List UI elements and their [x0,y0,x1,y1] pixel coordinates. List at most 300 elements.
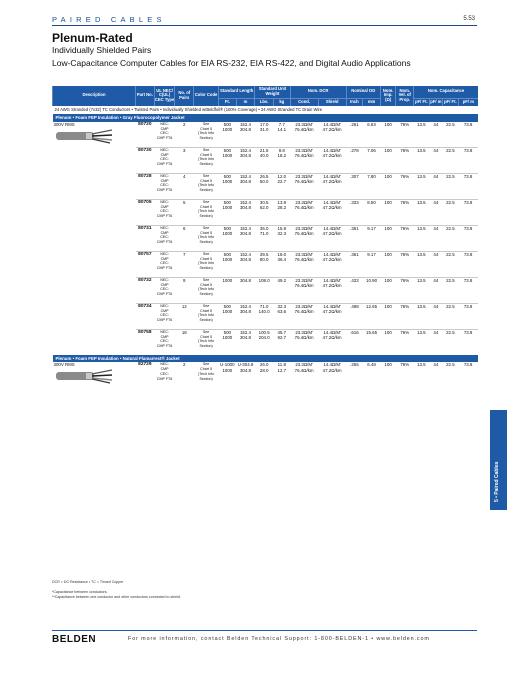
cell-line: 500 [223,199,231,205]
cell-line: 304.8 [239,153,251,159]
part-number-cell [136,277,155,303]
col-ul-type: UL NEC/ C(UL) CEC Type [154,86,175,106]
vel-value: 76% [400,303,410,309]
ul-type-cell [154,147,175,173]
c1-cell [414,251,430,277]
cell-line: 47.2Ω/km [322,231,342,237]
imp-value: 100 [384,121,392,127]
cell-line: 21.5 [259,147,269,153]
cell-line: CMP FT6 [156,162,173,167]
kg-cell [274,173,291,199]
kg-cell [274,225,291,251]
c3-value: 22.5 [446,147,455,153]
c2-value: 44 [433,303,439,309]
vel-value: 76% [400,277,410,283]
product-table [52,86,478,387]
cond-cell [290,147,318,173]
cell-line: CMP [160,256,169,261]
cell-line: See [202,147,210,152]
in-cell [346,147,363,173]
cell-line: 14.4Ω/M' [323,362,341,368]
vel-cell [396,199,414,225]
cell-line: Chart 5 [200,178,212,183]
section-row [53,114,479,122]
pair-count: 12 [181,303,187,309]
description-cell [53,147,136,173]
lbs-cell [255,147,274,173]
cell-line: 76.4Ω/km [294,205,314,211]
cell-line: 14.4Ω/M' [323,121,341,127]
part-number-cell [136,173,155,199]
c3-cell [443,199,459,225]
c2-value: 44 [433,173,439,179]
mm-cell [363,251,381,277]
cell-line: (Tech Info [198,157,214,162]
cell-line: 50.0 [259,179,269,185]
c1-value: 13.5 [417,199,426,205]
imp-value: 100 [384,173,392,179]
cell-line: 152.4 [239,121,251,127]
footer-divider [52,630,477,631]
part-number: 80732 [138,277,152,283]
col-std-weight: Standard Unit Weight [255,86,290,98]
c4-value: 73.8 [463,147,473,153]
shield-cell [318,173,346,199]
shield-cell [318,199,346,225]
color-code-cell [194,303,219,329]
col-pf-m-2: pF/ m [458,98,478,106]
cell-line: 1000 [222,127,233,133]
table-row[interactable] [53,199,479,225]
cell-line: 1000 [222,257,233,263]
c2-cell [429,251,442,277]
cell-line: Section) [199,162,213,167]
in-value: .261 [350,121,359,127]
mm-cell [363,122,381,148]
cell-line: NEC: [160,277,169,282]
cell-line: 76.4Ω/km [294,283,314,289]
color-code-cell [194,362,219,387]
c1-value: 13.5 [417,303,426,309]
col-od: Nominal OD [346,86,380,98]
cell-line: 9.8 [278,147,285,153]
cell-line: 1000 [222,368,233,374]
ft-cell [219,225,237,251]
m-cell [236,147,255,173]
cell-line: 31.0 [259,127,269,133]
c4-cell [458,277,478,303]
description-cell [53,277,136,303]
vel-cell [396,362,414,387]
c2-cell [429,362,442,387]
cell-line: Section) [199,188,213,193]
col-kg: kg [274,98,291,106]
vel-value: 76% [400,121,410,127]
lbs-cell [255,303,274,329]
lbs-cell [255,362,274,387]
description-cell [53,199,136,225]
cell-line: 30.5 [259,199,269,205]
cell-line: 14.4Ω/M' [323,277,341,283]
c3-cell [443,122,459,148]
cond-cell [290,122,318,148]
imp-cell [380,277,396,303]
c2-value: 44 [433,121,439,127]
pairs-cell [175,225,194,251]
imp-cell [380,251,396,277]
cond-cell [290,303,318,329]
cell-line: 500 [223,121,231,127]
pairs-cell [175,251,194,277]
shield-cell [318,122,346,148]
imp-value: 100 [384,225,392,231]
cell-line: 47.2Ω/km [322,205,342,211]
lbs-cell [255,173,274,199]
col-part-no: Part No. [136,86,155,106]
color-code-cell [194,147,219,173]
m-cell [236,199,255,225]
part-number: 80730 [138,147,152,153]
cell-line: CEC: [160,183,169,188]
shield-cell [318,303,346,329]
table-row[interactable] [53,303,479,329]
table-row[interactable] [53,277,479,303]
lbs-cell [255,277,274,303]
m-cell [236,122,255,148]
c3-cell [443,147,459,173]
c3-value: 22.5 [446,251,455,257]
cell-line: 1000 [222,153,233,159]
section-heading: PAIRED CABLES [52,15,166,24]
cell-line: 39.5 [259,251,269,257]
footnote: **Capacitance between one conductor and other conductors connected to shield. [52,595,181,600]
cell-line: CMP FT6 [156,344,173,349]
cell-line: 500 [223,251,231,257]
in-value: .333 [350,199,359,205]
spec-text: 24 AWG Stranded (7x32) TC Conductors • Twisted Pairs • Individually Shielded w/Beldfoil® (100% Coverage) • 24 AWG Stranded TC Drain Wire [53,106,479,114]
c4-value: 73.8 [463,173,473,179]
cell-line: 14.4Ω/M' [323,303,341,309]
cell-line: 76.4Ω/km [294,231,314,237]
part-number-cell [136,199,155,225]
c1-cell [414,362,430,387]
imp-value: 100 [384,303,392,309]
m-cell [236,329,255,355]
col-pf-ft-2: pF/ Ft. [443,98,459,106]
mm-value: 7.80 [367,173,376,179]
ul-type-cell [154,122,175,148]
section-tab-label: 5 • Paired Cables [494,461,500,502]
kg-cell [274,277,291,303]
cell-line: CEC: [160,209,169,214]
cell-line: See [202,225,210,230]
ft-cell [219,251,237,277]
ul-type-cell [154,225,175,251]
ul-type-cell [154,251,175,277]
section-label: Plenum • Foam FEP Insulation • Gray Fluorocopolymer Jacket [53,114,479,122]
col-description: Description [53,86,136,106]
ul-type-cell [154,277,175,303]
kg-cell [274,362,291,387]
cell-line: 26.5 [259,173,269,179]
cell-line: 18.0 [277,251,287,257]
c4-value: 73.8 [463,225,473,231]
cell-line: 14.4Ω/M' [323,225,341,231]
cell-line: 304.8 [239,127,251,133]
cell-line: CMP [160,282,169,287]
cell-line: Section) [199,136,213,141]
cell-line: CMP FT6 [156,266,173,271]
table-row[interactable] [53,225,479,251]
col-lbs: Lbs. [255,98,274,106]
cell-line: 76.4Ω/km [294,309,314,315]
pair-count: 9 [183,277,186,283]
cell-line: 76.4Ω/km [294,127,314,133]
ft-cell [219,199,237,225]
cell-line: CEC: [160,287,169,292]
mm-value: 7.06 [367,147,376,153]
cell-line: 26.0 [259,362,269,368]
cell-line: 152.4 [239,147,251,153]
color-code-cell [194,277,219,303]
cond-cell [290,277,318,303]
cell-line: 32.3 [277,231,287,237]
kg-cell [274,329,291,355]
cond-cell [290,362,318,387]
col-m: m [236,98,255,106]
cell-line: 47.2Ω/km [322,309,342,315]
cell-line: Section) [199,266,213,271]
c3-value: 22.5 [446,329,455,335]
col-inch: Inch [346,98,363,106]
cell-line: 23.3Ω/M' [295,173,313,179]
cell-line: 23.3Ω/M' [295,147,313,153]
cell-line: NEC: [160,147,169,152]
cell-line: 23.3Ω/M' [295,199,313,205]
col-mm: mm [363,98,381,106]
lbs-cell [255,251,274,277]
c2-cell [429,329,442,355]
imp-cell [380,329,396,355]
mm-cell [363,362,381,387]
cell-line: 40.0 [259,153,269,159]
cond-cell [290,199,318,225]
cell-line: 14.4Ω/M' [323,173,341,179]
c4-cell [458,199,478,225]
col-dcr: Nom. DCR [290,86,346,98]
c4-cell [458,122,478,148]
cell-line: CMP [160,152,169,157]
ft-cell [219,329,237,355]
in-value: .361 [350,225,359,231]
cell-line: See [202,329,210,334]
cell-line: CMP [160,178,169,183]
c1-value: 13.5 [417,121,426,127]
mm-value: 6.63 [367,121,376,127]
cell-line: CMP FT6 [156,376,173,381]
c1-value: 13.5 [417,329,426,335]
part-number-cell [136,303,155,329]
cell-line: 49.2 [277,277,287,283]
in-cell [346,225,363,251]
cell-line: 80.0 [259,257,269,263]
cable-illustration [56,127,114,145]
cell-line: 152.4 [239,251,251,257]
table-row[interactable] [53,362,479,387]
imp-value: 100 [384,362,392,368]
c1-cell [414,303,430,329]
cell-line: 13.9 [277,199,287,205]
cell-line: 47.2Ω/km [322,127,342,133]
vel-value: 76% [400,147,410,153]
cell-line: 23.3Ω/M' [295,329,313,335]
cell-line: 304.8 [239,231,251,237]
cell-line: 14.4Ω/M' [323,251,341,257]
cable-illustration [56,367,114,385]
color-code-cell [194,225,219,251]
cell-line: 108.0 [258,277,270,283]
vel-cell [396,303,414,329]
c2-value: 44 [433,251,439,257]
c4-value: 73.8 [463,121,473,127]
c3-value: 22.5 [446,173,455,179]
cell-line: CMP FT6 [156,318,173,323]
cell-line: 17.0 [259,121,269,127]
cell-line: 304.8 [239,257,251,263]
col-pf-ft: pF/ Ft. [414,98,430,106]
table-row[interactable] [53,122,479,148]
cell-line: (Tech Info [198,235,214,240]
cell-line: 28.2 [277,205,287,211]
pairs-cell [175,329,194,355]
c1-value: 13.5 [417,251,426,257]
col-velocity: Nom. Vel. of Prop. [396,86,414,106]
part-number: 82729 [138,362,152,368]
cell-line: 23.3Ω/M' [295,225,313,231]
pairs-cell [175,173,194,199]
imp-value: 100 [384,251,392,257]
color-code-cell [194,329,219,355]
cell-line: Section) [199,214,213,219]
cell-line: 71.0 [259,303,269,309]
pair-count: 5 [183,199,186,205]
cell-line: Chart 5 [200,256,212,261]
cell-line: U-1000 [220,362,235,368]
color-code-cell [194,173,219,199]
cell-line: (Tech Info [198,261,214,266]
description-cell [53,173,136,199]
c4-value: 73.8 [463,277,473,283]
cell-line: CEC: [160,235,169,240]
pairs-cell [175,303,194,329]
cell-line: CEC: [160,372,169,377]
cell-line: NEC: [160,173,169,178]
cell-line: Section) [199,376,213,381]
cell-line: (Tech Info [198,209,214,214]
pairs-cell [175,122,194,148]
c4-cell [458,173,478,199]
section-tab[interactable] [490,410,507,510]
shield-cell [318,147,346,173]
cell-line: CMP FT6 [156,188,173,193]
vel-value: 76% [400,225,410,231]
kg-cell [274,251,291,277]
c2-cell [429,277,442,303]
imp-value: 100 [384,199,392,205]
footnote: *Capacitance between conductors. [52,590,108,595]
imp-cell [380,147,396,173]
cell-line: 47.2Ω/km [322,368,342,374]
c3-value: 22.5 [446,199,455,205]
cell-line: 63.6 [277,309,287,315]
cell-line: NEC: [160,251,169,256]
table-row[interactable] [53,147,479,173]
part-number-cell [136,329,155,355]
pairs-cell [175,147,194,173]
imp-value: 100 [384,147,392,153]
m-cell [236,225,255,251]
table-row[interactable] [53,173,479,199]
c4-value: 73.8 [463,329,473,335]
cell-line: CEC: [160,313,169,318]
cond-cell [290,329,318,355]
ft-cell [219,303,237,329]
c2-cell [429,303,442,329]
col-impedance: Nom. Imp. (Ω) [380,86,396,106]
imp-cell [380,173,396,199]
c2-value: 44 [433,199,439,205]
page-description: Low-Capacitance Computer Cables for EIA RS-232, EIA RS-422, and Digital Audio Applications [52,58,411,68]
vel-value: 76% [400,173,410,179]
c2-cell [429,122,442,148]
cell-line: 36.4 [277,257,287,263]
cell-line: 1000 [222,277,233,283]
m-cell [236,362,255,387]
c3-value: 22.5 [446,225,455,231]
in-cell [346,277,363,303]
cell-line: See [202,303,210,308]
cell-line: 32.3 [277,303,287,309]
ft-cell [219,362,237,387]
shield-cell [318,277,346,303]
cell-line: 14.4Ω/M' [323,199,341,205]
kg-cell [274,199,291,225]
ul-type-cell [154,362,175,387]
table-row[interactable] [53,251,479,277]
description-cell [53,122,136,148]
vel-cell [396,122,414,148]
cell-line: 1000 [222,205,233,211]
cell-line: (Tech Info [198,131,214,136]
cell-line: 47.2Ω/km [322,153,342,159]
imp-cell [380,303,396,329]
table-row[interactable] [53,329,479,355]
cell-line: CMP FT6 [156,136,173,141]
cell-line: 1000 [222,335,233,341]
cell-line: 304.8 [239,179,251,185]
description-cell [53,329,136,355]
cell-line: See [202,173,210,178]
ul-type-cell [154,303,175,329]
ul-type-cell [154,329,175,355]
c1-cell [414,122,430,148]
pair-count: 18 [181,329,187,335]
cell-line: 1000 [222,231,233,237]
pair-count: 6 [183,225,186,231]
vel-cell [396,173,414,199]
cell-line: 18.2 [277,153,287,159]
c3-cell [443,173,459,199]
